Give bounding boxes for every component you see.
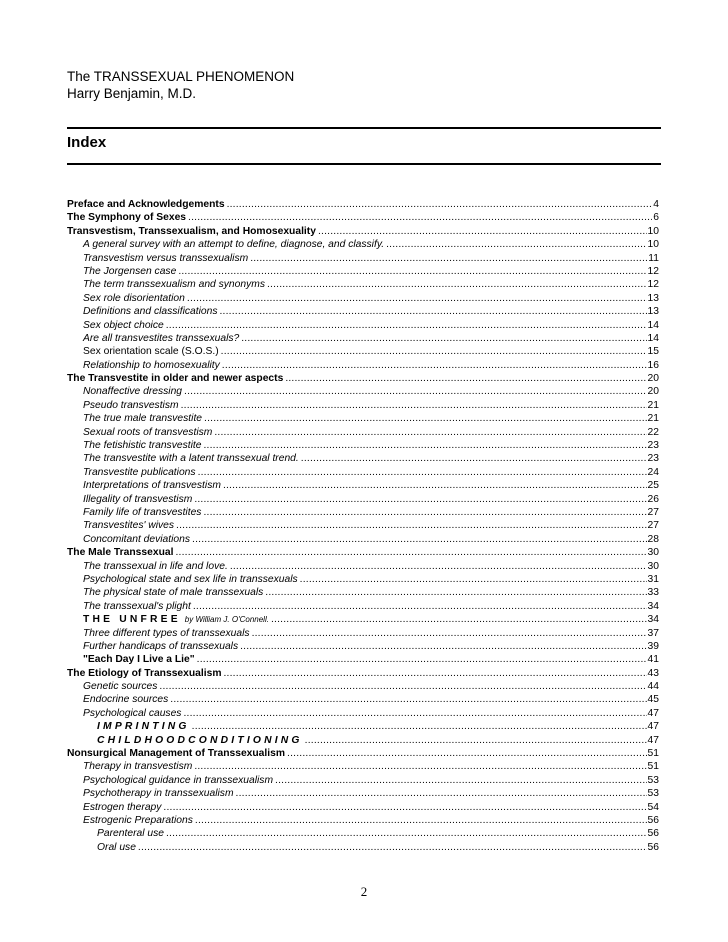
dot-leader: [138, 841, 647, 854]
dot-leader: [159, 680, 646, 693]
toc-entry-label: [83, 252, 248, 265]
toc-entry-label: [83, 760, 192, 773]
toc-entry-page: 27: [647, 506, 659, 518]
toc-entry[interactable]: [67, 292, 659, 305]
dot-leader: [181, 399, 647, 412]
dot-leader: [203, 506, 646, 519]
toc-entry[interactable]: [67, 519, 659, 532]
toc-entry-label: [83, 278, 265, 291]
toc-entry-label: [97, 720, 190, 733]
toc-entry-title: The transsexual in life and love.: [83, 560, 228, 572]
dot-leader: [230, 560, 647, 573]
toc-entry-title: The fetishistic transvestite: [83, 440, 202, 452]
toc-entry[interactable]: [67, 560, 659, 573]
toc-entry-page: 13: [647, 292, 659, 304]
toc-entry-page: 53: [647, 788, 659, 800]
toc-entry-label: [83, 774, 273, 787]
toc-entry[interactable]: [67, 734, 659, 747]
toc-entry-label: [83, 586, 263, 599]
dot-leader: [236, 787, 647, 800]
toc-entry-page: 11: [648, 252, 659, 264]
toc-entry-page: 34: [647, 600, 659, 612]
toc-entry-label: [83, 412, 202, 425]
dot-leader: [301, 452, 647, 465]
toc-entry-label: [67, 198, 225, 211]
dot-leader: [224, 667, 647, 680]
toc-entry-page: 45: [647, 694, 659, 706]
toc-entry-page: 13: [647, 306, 659, 318]
dot-leader: [166, 319, 647, 332]
toc-entry[interactable]: [67, 707, 659, 720]
toc-entry[interactable]: [67, 613, 659, 626]
toc-entry-title: Parenteral use: [97, 828, 164, 840]
toc-entry[interactable]: [67, 452, 659, 465]
toc-entry-page: 31: [647, 573, 659, 585]
toc-entry-label: [97, 734, 303, 747]
dot-leader: [222, 359, 647, 372]
toc-entry[interactable]: [67, 653, 659, 666]
dot-leader: [204, 412, 646, 425]
toc-entry-page: 44: [647, 681, 659, 693]
toc-entry-title: Further handicaps of transsexuals: [83, 640, 239, 652]
toc-entry[interactable]: [67, 546, 659, 559]
toc-entry-label: [83, 506, 201, 519]
toc-entry-page: 12: [647, 265, 659, 277]
toc-entry[interactable]: [67, 841, 659, 854]
table-of-contents: [67, 198, 659, 854]
toc-entry-label: [67, 225, 316, 238]
toc-entry-title: The term transsexualism and synonyms: [83, 279, 265, 291]
toc-entry[interactable]: [67, 399, 659, 412]
book-author: Harry Benjamin, M.D.: [67, 86, 197, 101]
toc-entry[interactable]: [67, 372, 659, 385]
toc-entry-label: [97, 841, 136, 854]
toc-entry-title: The Jorgensen case: [83, 265, 177, 277]
toc-entry[interactable]: [67, 319, 659, 332]
toc-entry-page: 21: [647, 413, 659, 425]
toc-entry-label: [83, 385, 182, 398]
toc-entry-title: Preface and Acknowledgements: [67, 199, 225, 210]
toc-entry-page: 54: [647, 801, 659, 813]
toc-entry-page: 47: [647, 734, 659, 746]
index-heading: Index: [67, 134, 107, 151]
toc-entry-page: 53: [647, 774, 659, 786]
toc-entry-page: 34: [647, 614, 659, 626]
dot-leader: [240, 640, 646, 653]
toc-entry-title: Psychological causes: [83, 707, 182, 719]
dot-leader: [300, 573, 647, 586]
toc-entry[interactable]: [67, 533, 659, 546]
toc-entry[interactable]: [67, 252, 659, 265]
dot-leader: [203, 439, 646, 452]
toc-entry[interactable]: [67, 225, 659, 238]
bottom-rule: [67, 163, 661, 165]
toc-entry-page: 30: [647, 547, 659, 559]
dot-leader: [197, 653, 647, 666]
toc-entry-label: [83, 627, 250, 640]
dot-leader: [227, 198, 653, 211]
toc-entry-page: 14: [647, 332, 659, 344]
toc-entry-title: The Symphony of Sexes: [67, 212, 187, 224]
toc-entry-page: 16: [647, 359, 659, 371]
toc-entry-label: [83, 479, 221, 492]
dot-leader: [187, 292, 647, 305]
toc-entry-title: Transvestism versus transsexualism: [83, 252, 249, 264]
toc-entry[interactable]: [67, 198, 659, 211]
toc-entry[interactable]: [67, 600, 659, 613]
dot-leader: [305, 734, 647, 747]
dot-leader: [271, 613, 647, 626]
toc-entry[interactable]: [67, 506, 659, 519]
toc-entry-page: 25: [647, 480, 659, 492]
book-title: The TRANSSEXUAL PHENOMENON: [67, 69, 295, 84]
toc-entry-label: [67, 747, 285, 760]
toc-entry[interactable]: [67, 693, 659, 706]
dot-leader: [287, 747, 647, 760]
toc-entry-label: [83, 319, 164, 332]
toc-entry-title: Sexual roots of transvestism: [83, 426, 213, 438]
dot-leader: [192, 720, 647, 733]
toc-entry-page: 15: [647, 346, 659, 358]
toc-entry-page: 39: [647, 640, 659, 652]
toc-entry[interactable]: [67, 265, 659, 278]
toc-entry-label: [83, 573, 298, 586]
toc-entry-page: 47: [647, 707, 659, 719]
toc-entry-title: Sex role disorientation: [83, 292, 185, 304]
toc-entry[interactable]: [67, 627, 659, 640]
toc-entry-page: 6: [653, 212, 659, 224]
toc-entry-title: The Male Transsexual: [67, 547, 174, 559]
toc-entry-page: 56: [647, 814, 659, 826]
toc-entry-page: 51: [647, 761, 659, 773]
toc-entry-label: [83, 493, 192, 506]
dot-leader: [220, 305, 647, 318]
toc-entry-label: [83, 466, 196, 479]
dot-leader: [252, 627, 647, 640]
dot-leader: [193, 600, 647, 613]
toc-entry-label: [83, 359, 220, 372]
toc-entry-page: 26: [647, 493, 659, 505]
toc-entry-label: [83, 265, 176, 278]
toc-entry-label: [83, 533, 190, 546]
toc-entry-label: [83, 787, 234, 800]
toc-entry-title: The physical state of male transsexuals: [83, 587, 264, 599]
toc-entry-page: 23: [647, 440, 659, 452]
dot-leader: [176, 519, 646, 532]
toc-entry-label: [83, 519, 174, 532]
toc-entry[interactable]: [67, 814, 659, 827]
toc-entry-title: IMPRINTING: [97, 721, 190, 733]
toc-entry-title: Sex orientation scale (S.O.S.): [83, 346, 219, 358]
toc-entry-label: [83, 707, 181, 720]
toc-entry[interactable]: [67, 439, 659, 452]
toc-entry-title: The Transvestite in older and newer aspects: [67, 373, 284, 385]
dot-leader: [221, 345, 647, 358]
toc-entry-label: [67, 546, 173, 559]
dot-leader: [178, 265, 646, 278]
toc-entry-label: [83, 693, 168, 706]
toc-entry-title: Nonsurgical Management of Transsexualism: [67, 748, 286, 760]
toc-entry-label: [83, 345, 219, 358]
toc-entry-label: [67, 372, 283, 385]
dot-leader: [250, 252, 647, 265]
toc-entry-page: 41: [647, 654, 659, 666]
toc-entry-title: Interpretations of transvestism: [83, 480, 221, 492]
toc-entry[interactable]: [67, 760, 659, 773]
toc-entry-page: 10: [647, 225, 659, 237]
toc-entry-label: [83, 814, 193, 827]
toc-entry-label: [83, 600, 191, 613]
dot-leader: [192, 533, 646, 546]
toc-entry[interactable]: [67, 787, 659, 800]
toc-entry[interactable]: [67, 827, 659, 840]
toc-entry-label: [83, 653, 195, 666]
toc-entry-title: The true male transvestite: [83, 413, 203, 425]
dot-leader: [214, 426, 646, 439]
page-number: 2: [360, 884, 368, 899]
toc-entry-title: The transsexual's plight: [83, 600, 191, 612]
toc-entry-label: [67, 667, 222, 680]
dot-leader: [194, 493, 646, 506]
toc-entry-label: [83, 452, 299, 465]
dot-leader: [194, 760, 646, 773]
toc-entry[interactable]: [67, 680, 659, 693]
toc-entry[interactable]: [67, 667, 659, 680]
toc-entry-title: Three different types of transsexuals: [83, 627, 250, 639]
toc-entry[interactable]: [67, 586, 659, 599]
toc-entry-title: Family life of transvestites: [83, 506, 202, 518]
toc-entry-page: 20: [647, 373, 659, 385]
toc-entry-title: Concomitant deviations: [83, 533, 191, 545]
toc-entry-title: Transvestite publications: [83, 466, 196, 478]
dot-leader: [183, 707, 646, 720]
toc-entry-page: 27: [647, 520, 659, 532]
dot-leader: [184, 385, 647, 398]
toc-entry-title: "Each Day I Live a Lie": [83, 654, 195, 666]
toc-entry-page: 28: [647, 533, 659, 545]
toc-entry[interactable]: [67, 332, 659, 345]
dot-leader: [386, 238, 646, 251]
toc-entry-title: The Etiology of Transsexualism: [67, 667, 222, 679]
toc-entry-page: 21: [647, 399, 659, 411]
toc-entry-title: CHILDHOODCONDITIONING: [97, 734, 303, 746]
dot-leader: [188, 211, 652, 224]
dot-leader: [318, 225, 647, 238]
toc-entry[interactable]: [67, 720, 659, 733]
toc-entry[interactable]: [67, 479, 659, 492]
toc-entry-title: Transvestites' wives: [83, 520, 175, 532]
toc-entry-page: 47: [647, 721, 659, 733]
toc-entry-label: [83, 801, 161, 814]
toc-entry-title: Oral use: [97, 841, 136, 853]
toc-entry-title: Estrogen therapy: [83, 801, 162, 813]
toc-entry[interactable]: [67, 466, 659, 479]
toc-entry-title: Psychotherapy in transsexualism: [83, 788, 234, 800]
toc-entry-page: 30: [647, 560, 659, 572]
toc-entry-title: Psychological state and sex life in transsexuals: [83, 573, 298, 585]
dot-leader: [198, 466, 647, 479]
dot-leader: [175, 546, 646, 559]
toc-entry-title: Transvestism, Transsexualism, and Homosexuality: [67, 225, 316, 237]
toc-entry-label: [83, 439, 201, 452]
toc-entry[interactable]: [67, 238, 659, 251]
toc-entry-title: Nonaffective dressing: [83, 386, 183, 398]
toc-entry[interactable]: [67, 345, 659, 358]
toc-entry[interactable]: [67, 493, 659, 506]
dot-leader: [163, 801, 646, 814]
dot-leader: [166, 827, 647, 840]
toc-entry[interactable]: [67, 573, 659, 586]
dot-leader: [223, 479, 647, 492]
toc-entry-title: The transvestite with a latent transsexual trend.: [83, 453, 299, 465]
toc-entry[interactable]: [67, 640, 659, 653]
dot-leader: [241, 332, 646, 345]
toc-entry-title: Pseudo transvestism: [83, 399, 179, 411]
toc-entry-label: [83, 305, 218, 318]
toc-entry[interactable]: [67, 801, 659, 814]
toc-entry-label: [83, 332, 239, 345]
toc-entry-title: Genetic sources: [83, 681, 158, 693]
toc-entry[interactable]: [67, 211, 659, 224]
toc-entry-page: 14: [647, 319, 659, 331]
toc-entry-label: [83, 426, 212, 439]
toc-entry-title: Definitions and classifications: [83, 306, 218, 318]
toc-entry-label: [83, 399, 179, 412]
toc-entry-page: 51: [647, 748, 659, 760]
toc-entry-label: [83, 613, 269, 626]
toc-entry-label: [83, 640, 238, 653]
toc-entry-page: 22: [647, 426, 659, 438]
toc-entry-label: [83, 560, 228, 573]
toc-entry-page: 12: [647, 279, 659, 291]
toc-entry[interactable]: [67, 774, 659, 787]
toc-entry-title: Endocrine sources: [83, 694, 169, 706]
toc-entry-page: 24: [647, 466, 659, 478]
toc-entry-title: Are all transvestites transsexuals?: [83, 332, 240, 344]
toc-entry-page: 10: [647, 239, 659, 251]
toc-entry[interactable]: [67, 747, 659, 760]
toc-entry-page: 43: [647, 667, 659, 679]
toc-entry-page: 56: [647, 841, 659, 853]
toc-entry[interactable]: [67, 412, 659, 425]
toc-entry-title: Estrogenic Preparations: [83, 814, 193, 826]
toc-entry[interactable]: [67, 278, 659, 291]
toc-entry[interactable]: [67, 305, 659, 318]
toc-entry-title: Psychological guidance in transsexualism: [83, 774, 274, 786]
top-rule: [67, 127, 661, 129]
dot-leader: [265, 586, 646, 599]
toc-entry[interactable]: [67, 359, 659, 372]
dot-leader: [267, 278, 647, 291]
toc-entry-page: 23: [647, 453, 659, 465]
toc-entry[interactable]: [67, 385, 659, 398]
toc-entry-page: 4: [653, 199, 659, 210]
document-header: [67, 68, 294, 102]
toc-entry-label: [83, 292, 185, 305]
toc-entry-label: [83, 680, 157, 693]
toc-entry[interactable]: [67, 426, 659, 439]
toc-entry-title: Relationship to homosexuality: [83, 359, 220, 371]
toc-entry-label: [83, 238, 384, 251]
dot-leader: [275, 774, 647, 787]
toc-entry-page: 33: [647, 587, 659, 599]
toc-entry-byline: by William J. O'Connell.: [184, 615, 269, 625]
dot-leader: [285, 372, 646, 385]
toc-entry-label: [67, 211, 186, 224]
dot-leader: [170, 693, 646, 706]
toc-entry-title: Illegality of transvestism: [83, 493, 193, 505]
toc-entry-title: A general survey with an attempt to define, diagnose, and classify.: [83, 239, 385, 251]
toc-entry-page: 56: [647, 828, 659, 840]
dot-leader: [195, 814, 647, 827]
toc-entry-title: Therapy in transvestism: [83, 761, 193, 773]
toc-entry-title: THE UNFREE: [83, 614, 181, 626]
toc-entry-page: 20: [647, 386, 659, 398]
toc-entry-label: [97, 827, 164, 840]
toc-entry-title: Sex object choice: [83, 319, 164, 331]
toc-entry-page: 37: [647, 627, 659, 639]
